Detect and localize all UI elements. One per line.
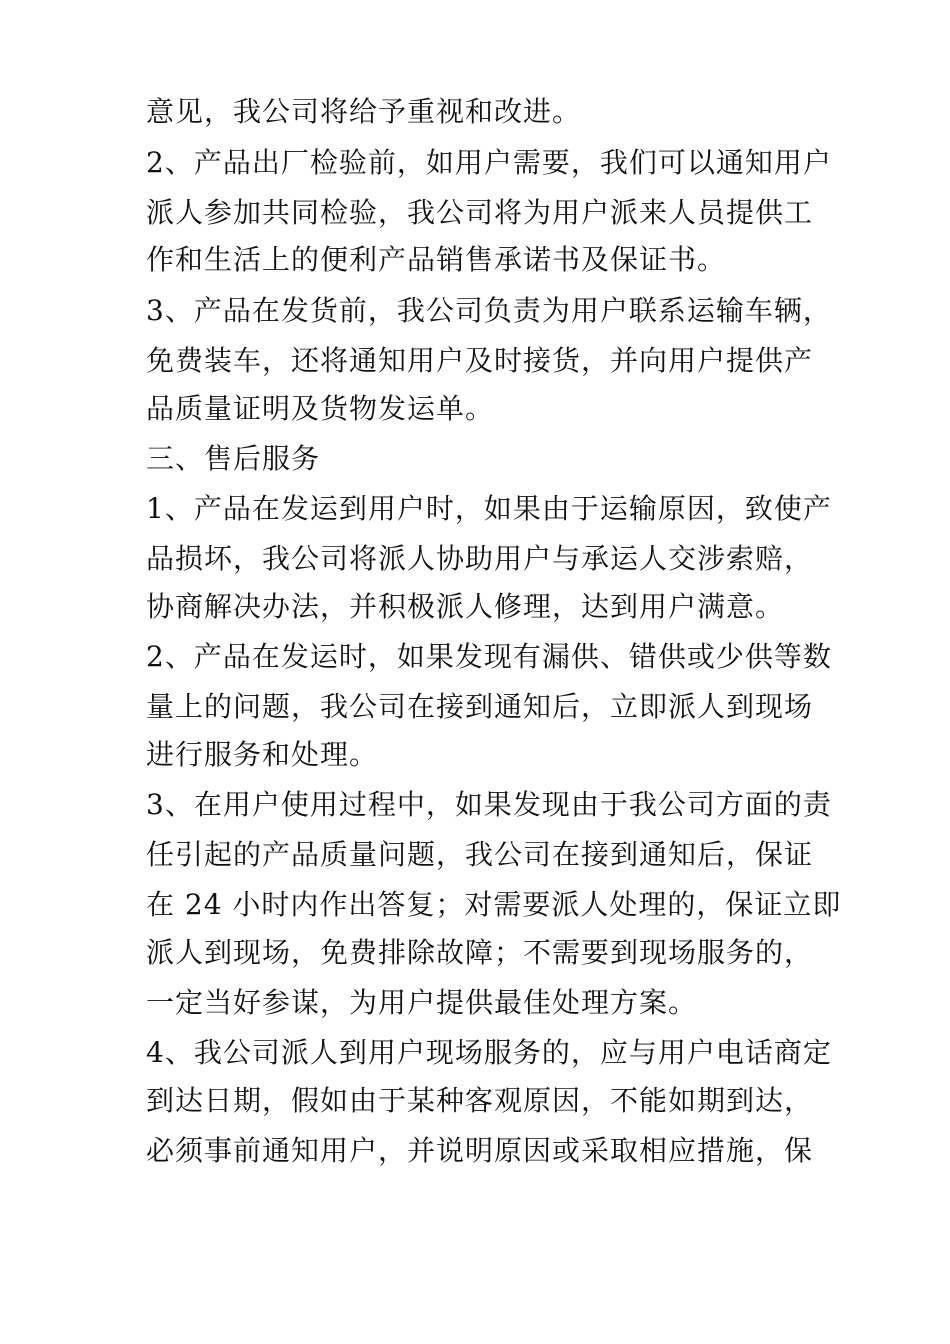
text-line: 必须事前通知用户，并说明原因或采取相应措施，保 xyxy=(146,1134,814,1167)
text-line: 量上的问题，我公司在接到通知后，立即派人到现场 xyxy=(146,690,814,723)
text-line: 4、我公司派人到用户现场服务的，应与用户电话商定 xyxy=(146,1036,832,1069)
section-heading: 三、售后服务 xyxy=(146,442,321,475)
text-line: 3、产品在发货前，我公司负责为用户联系运输车辆， xyxy=(146,294,832,327)
text-line: 品质量证明及货物发运单。 xyxy=(146,392,495,425)
text-line: 作和生活上的便利产品销售承诺书及保证书。 xyxy=(146,243,727,276)
text-line: 进行服务和处理。 xyxy=(146,738,379,771)
text-line: 品损坏，我公司将派人协助用户与承运人交涉索赔， xyxy=(146,542,814,575)
text-line: 意见，我公司将给予重视和改进。 xyxy=(146,95,582,128)
text-line: 任引起的产品质量问题，我公司在接到通知后，保证 xyxy=(146,838,814,871)
text-line: 一定当好参谋，为用户提供最佳处理方案。 xyxy=(146,986,698,1019)
text-line: 派人到现场，免费排除故障；不需要到现场服务的， xyxy=(146,936,814,969)
text-line: 免费装车，还将通知用户及时接货，并向用户提供产 xyxy=(146,344,814,377)
text-line: 派人参加共同检验，我公司将为用户派来人员提供工 xyxy=(146,196,814,229)
text-line: 1、产品在发运到用户时，如果由于运输原因，致使产 xyxy=(146,492,832,525)
text-line: 到达日期，假如由于某种客观原因，不能如期到达， xyxy=(146,1084,814,1117)
text-line: 协商解决办法，并积极派人修理，达到用户满意。 xyxy=(146,590,785,623)
text-line: 2、产品出厂检验前，如用户需要，我们可以通知用户 xyxy=(146,146,832,179)
text-line: 2、产品在发运时，如果发现有漏供、错供或少供等数 xyxy=(146,640,832,673)
text-line: 3、在用户使用过程中，如果发现由于我公司方面的责 xyxy=(146,788,832,821)
text-line: 在 24 小时内作出答复；对需要派人处理的，保证立即 xyxy=(146,888,842,921)
